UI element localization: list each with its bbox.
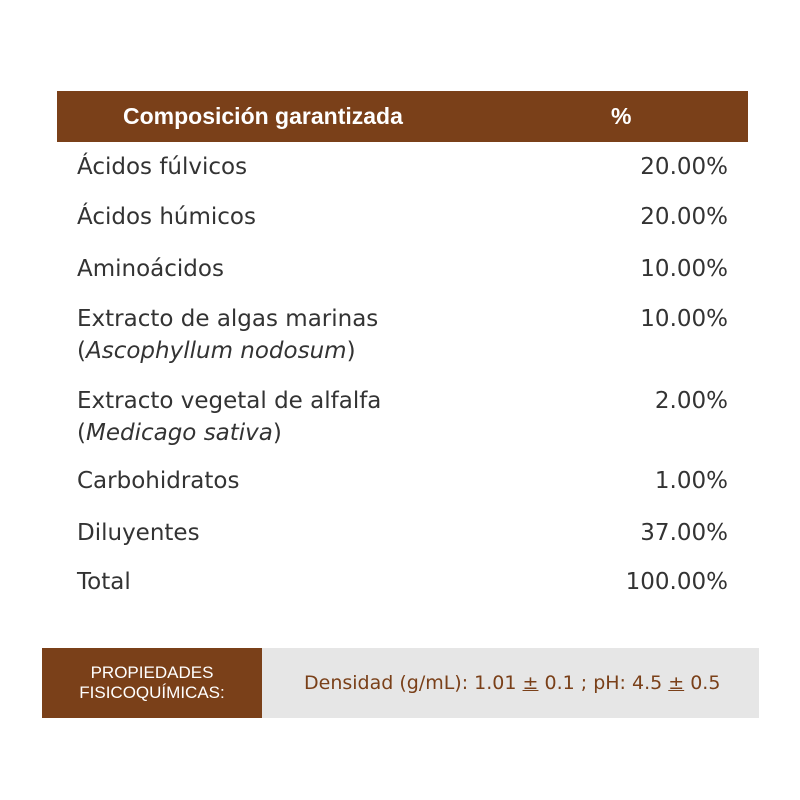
- physicochemical-properties-band: [42, 648, 759, 718]
- plus-minus-symbol: ±: [522, 672, 539, 694]
- properties-value: [304, 648, 720, 718]
- row-name: Ácidos fúlvicos: [77, 154, 248, 180]
- composition-header: [57, 91, 748, 142]
- table-row: [77, 517, 728, 549]
- row-name: Diluyentes: [77, 520, 200, 546]
- row-scientific-name: (Medicago sativa): [77, 420, 282, 446]
- row-name: Total: [77, 569, 131, 595]
- row-name: Extracto vegetal de alfalfa: [77, 388, 382, 414]
- row-value: 100.00%: [625, 569, 728, 595]
- row-value: 10.00%: [640, 306, 728, 332]
- row-name: Carbohidratos: [77, 468, 240, 494]
- composition-header-percent: %: [611, 103, 632, 129]
- row-name: Aminoácidos: [77, 256, 224, 282]
- row-value: 1.00%: [654, 468, 728, 494]
- properties-label: [42, 648, 262, 718]
- properties-label-line1: PROPIEDADES: [90, 663, 214, 682]
- row-name: Ácidos húmicos: [77, 204, 256, 230]
- ph-tolerance: 0.5: [690, 672, 721, 694]
- row-value: 2.00%: [654, 388, 728, 414]
- table-row: [77, 201, 728, 233]
- row-value: 37.00%: [640, 520, 728, 546]
- table-row: [77, 303, 728, 367]
- properties-label-line2: FISICOQUÍMICAS:: [79, 683, 225, 702]
- row-scientific-name: (Ascophyllum nodosum): [77, 338, 356, 364]
- row-value: 20.00%: [640, 204, 728, 230]
- scientific-name-text: Ascophyllum nodosum: [85, 338, 347, 364]
- density-tolerance-and-ph: 0.1 ; pH: 4.5: [544, 672, 663, 694]
- table-row: [77, 253, 728, 285]
- row-value: 10.00%: [640, 256, 728, 282]
- plus-minus-symbol: ±: [668, 672, 685, 694]
- row-name: Extracto de algas marinas: [77, 306, 379, 332]
- table-row: [77, 385, 728, 449]
- scientific-name-text: Medicago sativa: [85, 420, 273, 446]
- table-row: [77, 151, 728, 183]
- composition-header-title: Composición garantizada: [123, 103, 403, 129]
- composition-table: [57, 91, 748, 595]
- density-text: Densidad (g/mL): 1.01: [304, 672, 517, 694]
- row-value: 20.00%: [640, 154, 728, 180]
- table-row: [77, 465, 728, 497]
- table-row-total: [77, 566, 728, 598]
